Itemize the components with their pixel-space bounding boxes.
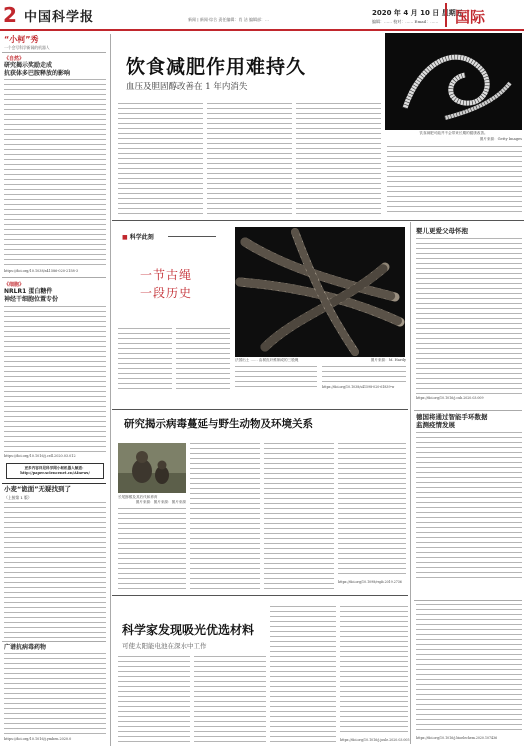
newspaper-logo: 中国科学报 — [24, 10, 95, 25]
divider — [2, 483, 106, 484]
section-label: 国际 — [445, 3, 524, 27]
section-divider — [112, 595, 408, 596]
science-moment-tag — [122, 232, 154, 241]
virus-body-2 — [190, 443, 260, 590]
story-link[interactable]: https://doi.org/10.1016/j.cell.2020.03.012 — [4, 454, 76, 458]
masthead-info: 新闻 | 新闻·综合 责任编辑：肖 洁 编辑部：… — [188, 17, 269, 22]
story-label: （上接第 1 版） — [4, 495, 32, 500]
story-headline: 研究揭示奖励走成 抗获体多巴胺释放的影响 — [4, 62, 71, 77]
story-label: 《细胞》 — [4, 282, 25, 288]
virus-link[interactable]: https://doi.org/10.1098/rspb.2019.2736 — [338, 580, 402, 584]
monkey-photo — [118, 443, 186, 493]
story-body — [4, 502, 106, 638]
lead-photo-credit: 图片来源：Getty Images — [479, 137, 522, 141]
bottom-body-2 — [194, 656, 266, 744]
bottom-headline: 科学家发现吸光优选材料 — [122, 623, 255, 637]
rope-photo-caption: 法国出土 …… 由树皮纤维制成的三股绳 — [235, 358, 299, 362]
science-body-1 — [118, 328, 172, 390]
virus-body-3 — [264, 443, 334, 590]
divider — [2, 641, 106, 642]
story-headline: NRLR1 蛋白糖件 神经干细胞位置专份 — [4, 288, 59, 303]
tag-marker: ■ — [122, 234, 128, 241]
story-headline: 婴儿更爱父母怀抱 — [416, 227, 468, 235]
story-body — [416, 238, 522, 394]
bottom-body-3 — [270, 606, 336, 744]
science-headline-2: 一段历史 — [140, 286, 193, 300]
monkey-icon — [118, 443, 186, 493]
story-label: 《自然》 — [4, 56, 25, 62]
lead-subheadline: 血压及胆固醇改善在 1 年内消失 — [126, 82, 248, 92]
tag-label: 科学此刻 — [129, 234, 154, 241]
lead-photo-small-caption: 饮食减肥可能并不会带来长期的健康改善。 — [419, 131, 488, 135]
more-content-note[interactable]: 更多内容详见科学网小柯机器人频道： http://paper.sciencenet.cn/AInews/ — [6, 463, 104, 479]
virus-body-4 — [338, 443, 406, 578]
xiaoke-title: “小柯”秀 — [4, 35, 39, 44]
story-body — [416, 432, 522, 582]
xiaoke-subtitle: 一个会写科学新闻的机器人 — [4, 45, 50, 50]
story-body — [4, 653, 106, 735]
rope-photo-credit: 图片来源：M. Hardy — [370, 358, 406, 362]
science-body-4 — [322, 366, 406, 384]
divider — [2, 52, 106, 53]
story-headline: 广谱抗病毒药物 — [4, 644, 47, 651]
section-divider — [112, 409, 408, 410]
editor-line: 编辑：…… 校对：…… Email：…… — [372, 19, 439, 24]
virus-body-1 — [118, 508, 186, 590]
lead-body-3 — [296, 103, 381, 215]
story-link[interactable]: https://doi.org/10.1016/j.ymben.2020.0 — [4, 737, 72, 741]
divider — [414, 410, 522, 411]
rope-photo — [235, 227, 405, 357]
masthead-rule — [0, 29, 524, 31]
monkey-photo-caption: 长尾猕猴及其后代和养育 — [118, 495, 158, 499]
virus-headline: 研究揭示病毒蔓延与野生动物及环境关系 — [124, 418, 313, 430]
story-link[interactable]: https://doi.org/10.1016/j.bioelechem.2020.107436 — [416, 736, 498, 740]
section-divider — [112, 220, 524, 221]
rope-icon — [235, 227, 405, 357]
column-rule — [110, 34, 111, 746]
divider — [2, 277, 106, 278]
left-column — [2, 34, 108, 746]
column-rule — [410, 222, 411, 744]
issue-date: 2020 年 4 月 10 日 星期五 — [372, 9, 463, 17]
story-headline: 小麦“诡面”无疑找到了 — [4, 485, 72, 493]
bottom-body-4 — [340, 606, 408, 736]
lead-body-2 — [207, 103, 292, 215]
story-headline: 德国将通过智能手环数据 监测疫情发展 — [416, 413, 488, 429]
story-body — [4, 306, 106, 452]
story-body — [416, 604, 522, 732]
story-body — [4, 79, 106, 267]
tag-rule — [168, 236, 216, 237]
story-link[interactable]: https://doi.org/10.1038/s41586-020-2158-3 — [4, 269, 78, 273]
bottom-subheadline: 可使太阳能电池在深水中工作 — [122, 642, 207, 650]
page-number: 2 — [3, 3, 17, 27]
lead-body-4 — [387, 146, 522, 214]
lead-photo — [385, 33, 522, 130]
lead-body-1 — [118, 103, 203, 215]
science-headline-1: 一节古绳 — [140, 268, 193, 282]
divider — [414, 600, 522, 601]
measuring-tape-icon — [385, 33, 522, 130]
science-body-2 — [176, 328, 230, 390]
science-link[interactable]: https://doi.org/10.1038/s41598-020-61839-w — [322, 385, 395, 389]
lead-headline: 饮食减肥作用难持久 — [126, 56, 307, 78]
story-link[interactable]: https://doi.org/10.1016/j.cub.2020.03.009 — [416, 396, 484, 400]
science-body-3 — [235, 366, 317, 390]
bottom-body-1 — [118, 656, 190, 744]
bottom-link[interactable]: https://doi.org/10.1016/j.joule.2020.03.005 — [340, 738, 410, 742]
monkey-photo-credit: 图片来源：图片来源：图片来源 — [135, 500, 186, 504]
